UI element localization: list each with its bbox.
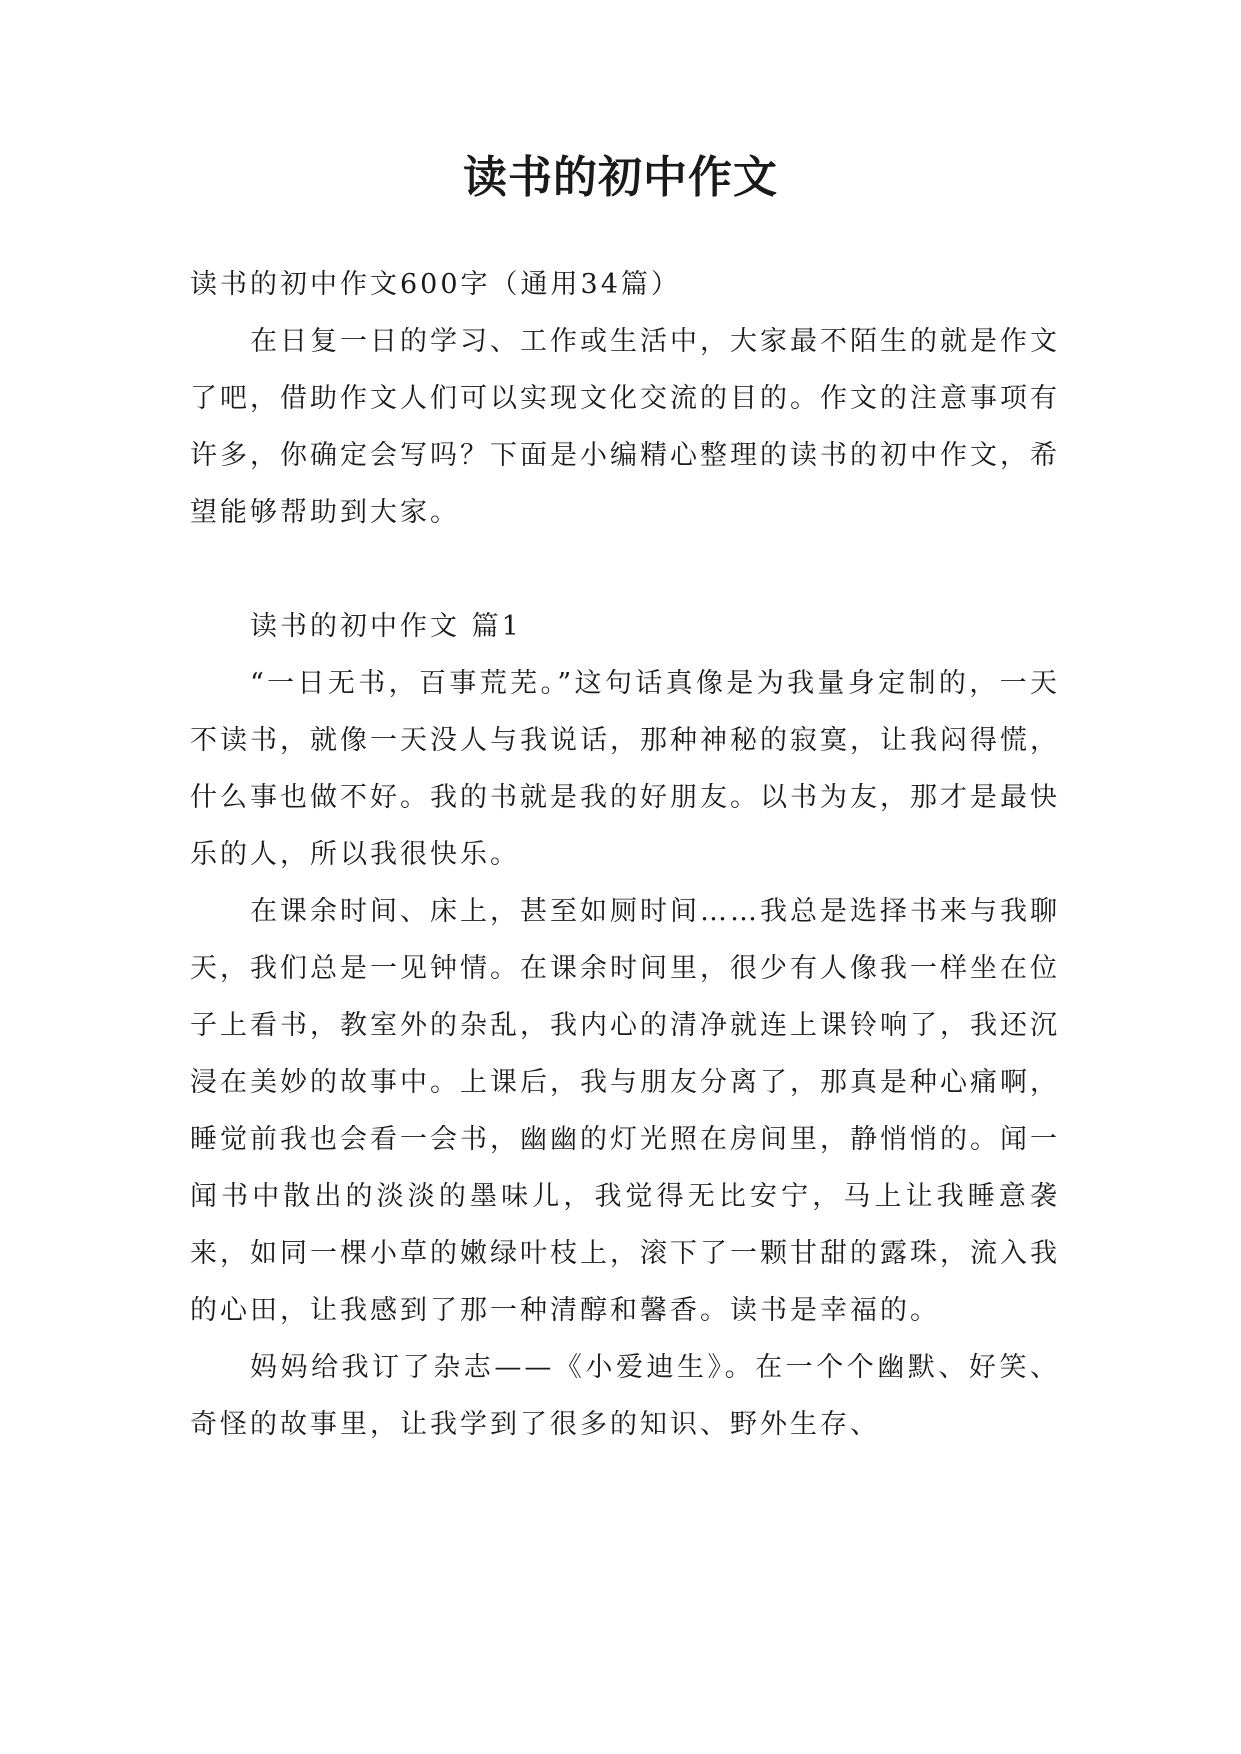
section-heading: 读书的初中作文 篇1	[250, 611, 522, 642]
body-paragraph-1: “一日无书，百事荒芜。”这句话真像是为我量身定制的，一天不读书，就像一天没人与我说话，那种神秘的寂寞，让我闷得慌，什么事也做不好。我的书就是我的好朋友。以书为友，那才是最快乐的人，所以我很快乐。	[190, 668, 1060, 870]
intro-paragraph: 在日复一日的学习、工作或生活中，大家最不陌生的就是作文了吧，借助作文人们可以实现文化交流的目的。作文的注意事项有许多，你确定会写吗？下面是小编精心整理的读书的初中作文，希望能够帮助到大家。	[190, 326, 1060, 528]
body-paragraph-2: 在课余时间、床上，甚至如厕时间……我总是选择书来与我聊天，我们总是一见钟情。在课余时间里，很少有人像我一样坐在位子上看书，教室外的杂乱，我内心的清净就连上课铃响了，我还沉浸在美妙的故事中。上课后，我与朋友分离了，那真是种心痛啊，睡觉前我也会看一会书，幽幽的灯光照在房间里，静悄悄的。闻一闻书中散出的淡淡的墨味儿，我觉得无比安宁，马上让我睡意袭来，如同一棵小草的嫩绿叶枝上，滚下了一颗甘甜的露珠，流入我的心田，让我感到了那一种清醇和馨香。读书是幸福的。	[190, 896, 1060, 1326]
document-title: 读书的初中作文	[463, 152, 778, 203]
document-subtitle: 读书的初中作文600字（通用34篇）	[190, 269, 681, 300]
document-body	[190, 256, 1060, 1453]
section-spacer	[190, 541, 1060, 598]
body-paragraph-3: 妈妈给我订了杂志——《小爱迪生》。在一个个幽默、好笑、奇怪的故事里，让我学到了很多的知识、野外生存、	[190, 1352, 1060, 1440]
